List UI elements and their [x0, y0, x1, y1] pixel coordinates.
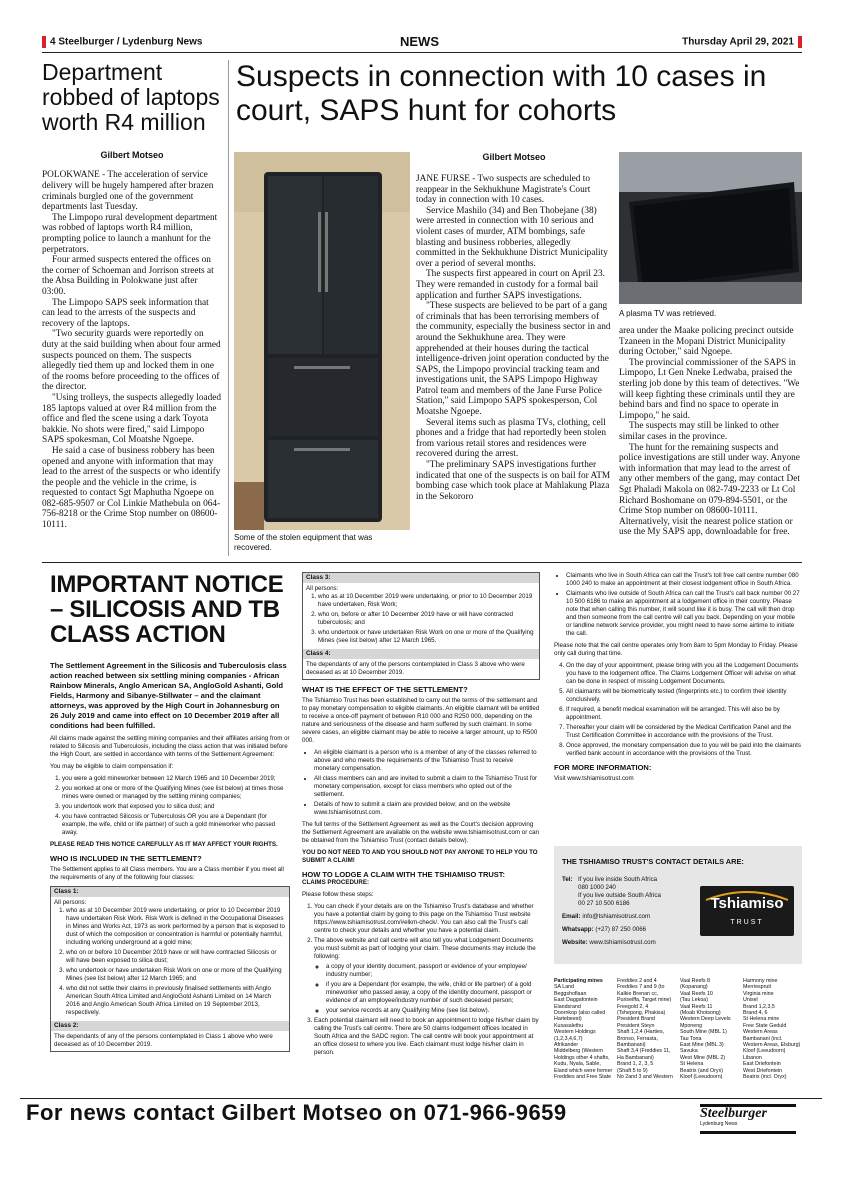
more-info-text: Visit www.tshiamisotrust.com [554, 775, 634, 782]
lodge-heading: HOW TO LODGE A CLAIM WITH THE TSHIAMISO TRUST: [302, 870, 506, 879]
photo-tv [619, 152, 802, 304]
tel-label: Tel: [562, 876, 573, 883]
logo-title: Steelburger [700, 1106, 767, 1121]
step-2 [314, 937, 540, 1015]
class3-intro: All persons: [306, 585, 339, 592]
list-item: ◦ your service records at any Qualifying Mine (see list below). [326, 1007, 540, 1015]
header-rule [42, 52, 802, 53]
paragraph: Service Mashilo (34) and Ben Thobejane (38) were arrested in connection with 10 serious and violent cases of murder, ATM bombings, safe blasting and business robberies, allegedly committed in the Sekhukhune District Municipality over a period of several months. [416, 205, 608, 269]
paragraph: The suspects may still be linked to other similar cases in the province. [619, 421, 780, 442]
whatsapp-value: (+27) 87 250 0066 [595, 926, 647, 933]
list-item: 2. who on or before 10 December 2019 have or will have contracted Silicosis or will have been exposed to silica dust; [66, 949, 286, 965]
paragraph: "These suspects are believed to be part of a gang of criminals that has been terrorising members of the community, especially the business sector in and around the Sekhukhune area. They were apprehended at their houses during the tactical intelligence-driven joint operation conducted by the SAPS, the Limpopo provincial tracking team and investigations unit, the SAPS Limpopo Highway Patrol team and members of the Jane Furse Police Station," said Limpopo SAPS spokesperson, Col Moatshe Ngoepe. [416, 301, 611, 418]
class2-text: The dependants of any of the persons contemplated in Class 1 above who were deceased as of 10 December 2019. [54, 1033, 273, 1048]
step-2-text: The above website and call centre will also tell you what Lodgement Documents you must submit as part of lodging your claim. These documents may include the following: [314, 937, 536, 960]
step-1: 1. You can check if your details are on the Tshiamiso Trust's database and whether you have a potential claim by going to this page on the Tshiamiso Trust website https://www.tshiamisotrust.com/#elkm-check/. You can also call the Trust's call centre to check your details and whether you have a potential claim. [314, 903, 540, 935]
notice-intro: All claims made against the settling mining companies and their affiliates arising from or related to Silicosis and Tuberculosis, including the class action that was initiated before the High Court, are settled in accordance with terms of the Settlement Agreement: [50, 735, 290, 758]
effect-text: The Tshiamiso Trust has been established to carry out the terms of the settlement and to pay monetary compensation to eligible claimants. An eligible claimant will be entitled to receive a once-off payment of between R10 000 and R250 000, depending on the nature and seriousness of the disease and harm suffered by such claimant. In some severe cases, an eligible claimant may be able to receive a larger amount, up to R500 000. [302, 697, 540, 744]
tel-sa-number: 080 1000 240 [578, 884, 616, 891]
hours-text: Please note that the call centre operates only from 8am to 5pm Monday to Friday. Please only call during that time. [554, 642, 798, 657]
paragraph: area under the Maake policing precinct outside Tzaneen in the Mopani District Municipality during October," said Ngoepe. [619, 326, 794, 358]
page-header [42, 34, 802, 50]
list-item: 3. who undertook or have undertaken Risk Work on one or more of the Qualifying Mines (see list below) after 12 March 1965. [318, 629, 536, 645]
photo-fridge [234, 152, 410, 530]
email-value[interactable]: info@tshiamisotrust.com [582, 913, 651, 920]
byline-laptops: Gilbert Motseo [100, 150, 164, 161]
mines-column: Harmony mine Merriespruit Virginia mine Unisel Brand 1,2,3,5 Brand 4, 6 St Helena mine Free State Geduld Western Areas Bambanani (incl. Western Areas, Elsburg) Kloof (Leeudoorn) Libanon East Driefontein West Driefontein Beatrix (incl. Oryx) [743, 978, 801, 1080]
class3-box [302, 572, 540, 680]
step-2-bullets [314, 963, 540, 1015]
paragraph: "Using trolleys, the suspects allegedly loaded 185 laptops valued at over R4 million from the office and fled the scene using a dark Toyota bakkie. No shots were fired," said Limpopo SAPS spokesman, Col Moatshe Ngoepe. [42, 392, 222, 446]
list-item: 4. you have contracted Silicosis or Tuberculosis OR you are a Dependant (for example, the wife, child or life partner) of such a gold mineworker who passed away. [62, 813, 290, 837]
paragraph: The Limpopo rural development department was robbed of laptops worth R4 million, prompting police to launch a manhunt for the perpetrators. [42, 212, 218, 255]
story-suspects-col1 [416, 152, 612, 502]
accent-bar-right [798, 36, 802, 48]
column-divider [228, 60, 229, 556]
list-item: 7. Thereafter your claim will be considered by the Medical Certification Panel and the Trust Certification Committee in accordance with the provisions of the Trust. [566, 724, 802, 740]
list-item: 4. who did not settle their claims in previously finalised settlements with Anglo American South Africa Limited and AngloGold Ashanti Limited on 14 March 2016 and Anglo American South Africa Limited on 19 September 2013, respectively. [66, 985, 286, 1017]
read-carefully: PLEASE READ THIS NOTICE CAREFULLY AS IT MAY AFFECT YOUR RIGHTS. [50, 841, 278, 848]
list-item: 4. On the day of your appointment, please bring with you all the Lodgement Documents you have to the lodgement office. The Claims Lodgement Officer will advise on what can be done in respect of missing Lodgement Documents. [566, 662, 802, 686]
class3-heading: Class 3: [303, 573, 539, 583]
mines-list [554, 978, 802, 1080]
list-item: • All class members can and are invited to submit a claim to the Tshiamiso Trust for monetary compensation, except for class members who opted out of the settlement. [314, 775, 540, 799]
list-item: • Claimants who live in South Africa can call the Trust's toll free call centre number 080 1000 240 to make an appointment at their closest lodgement office in South Africa. [566, 572, 802, 588]
notice-col2 [302, 572, 540, 1059]
list-item: 2. you worked at one or more of the Qualifying Mines (see list below) at times those mines were owned or managed by the settling mining companies; [62, 785, 290, 801]
story-suspects [236, 60, 806, 128]
mines-column: Freddies 2 and 4 Freddies 7 and 9 (to Kalkie Brenan cc, Puriseiffa, Target mine) Freegold 2, 4 (Tshepong, Phakisa) President Brand President Steyn Shaft 1,2,4 (Harties, Bronso, Ferrasta, Bambanani) Shaft 3,4 (Freddies 11, Ha Bambanani) Brand 1, 2, 3, 5 (Shaft 5 to 9) No 2and 3 and Western [617, 978, 673, 1080]
website-label: Website: [562, 939, 588, 946]
byline-suspects: Gilbert Motseo [482, 152, 546, 162]
notice-col1 [50, 572, 290, 1052]
class4-text: The dependants of any of the persons contemplated in Class 3 above who were deceased as at 10 December 2019. [306, 661, 525, 676]
header-right [682, 36, 802, 48]
list-item: 1. you were a gold mineworker between 12 March 1965 and 10 December 2019; [62, 775, 290, 783]
logo-sub: TRUST [730, 919, 764, 926]
list-item: 2. who on, before or after 10 December 2019 have or will have contracted tuberculosis; and [318, 611, 536, 627]
tel-out-number: 00 27 10 500 6186 [578, 900, 630, 907]
headline-suspects: Suspects in connection with 10 cases in court, SAPS hunt for cohorts [236, 60, 767, 127]
tel-sa-label: If you live inside South Africa [578, 876, 658, 883]
page-footer [0, 1094, 842, 1138]
steps-4-8 [554, 662, 802, 758]
list-item: ◦ a copy of your identity document, passport or evidence of your employee/ industry number; [326, 963, 540, 979]
contact-box [554, 846, 802, 964]
list-item: ◦ if you are a Dependant (for example, the wife, child or life partner) of a gold mineworker who passed away, a copy of the identity document, passport or evidence of an employee/industry number of such deceased person; [326, 981, 540, 1005]
accent-bar [42, 36, 46, 48]
paragraph: Four armed suspects entered the offices on the corner of Schoeman and Jorrison streets at the Absa Building in Polokwane just after 03:00. [42, 255, 214, 298]
paragraph: The provincial commissioner of the SAPS in Limpopo, Lt Gen Nneke Ledwaba, praised the sterling job done by this team of detectives. "We will keep fighting these criminals until they are behind bars and find no space to operate in Limpopo," he said. [619, 357, 800, 421]
paragraph: The Limpopo SAPS seek information that can lead to the arrests of the suspects and recovery of the laptops. [42, 297, 209, 329]
list-item: 8. Once approved, the monetary compensation due to you will be paid into the claimants verified bank account in accordance with the provisions of the Trust. [566, 742, 802, 758]
list-item: • Details of how to submit a claim are provided below; and on the website www.tshiamisotrust.com. [314, 801, 540, 817]
whatsapp-row [562, 926, 702, 934]
no-need-warning: YOU DO NOT NEED TO AND YOU SHOULD NOT PAY ANYONE TO HELP YOU TO SUBMIT A CLAIM! [302, 849, 538, 864]
section-title: NEWS [400, 34, 439, 49]
list-item: 3. who undertook or have undertaken Risk Work on one or more of the Qualifying Mines (see list below) after 12 March 1965; and [66, 967, 286, 983]
caption-tv: A plasma TV was retrieved. [619, 309, 717, 318]
call-bullets [554, 572, 802, 638]
paragraph: "The preliminary SAPS investigations further indicated that one of the suspects is on bail for ATM bombing case which took place at Mahlakung Plaza in the Sekororo [416, 460, 611, 502]
claims-procedure: CLAIMS PROCEDURE: [302, 879, 370, 886]
section-label: 4 Steelburger / Lydenburg News [50, 36, 203, 48]
eligibility-list [50, 775, 290, 837]
header-left [42, 36, 202, 48]
list-item: 3. you undertook work that exposed you to silica dust; and [62, 803, 290, 811]
class3-list [306, 593, 536, 645]
logo-name: Tshiamiso [710, 895, 784, 912]
steelburger-logo [700, 1104, 796, 1134]
follow-steps: Please follow these steps: [302, 891, 374, 898]
paragraph: He said a case of business robbery has been opened and anyone with information that may lead to the arrest of the suspects or who identify the people and the vehicle in the crime, is requested to contact Sgt Maphutha Ngoepe on 082-685-9507 or Col Linkie Mathebula on 064-756-8218 or the Crime Stop number on 08600-10111. [42, 445, 221, 531]
email-label: Email: [562, 913, 581, 920]
class2-heading: Class 2: [51, 1021, 289, 1031]
effect-heading: WHAT IS THE EFFECT OF THE SETTLEMENT? [302, 685, 468, 694]
step-3: 3. Each potential claimant will need to book an appointment to lodge his/her claim by calling the Trust's call centre. There are 50 claims lodgement offices located in South Africa and the SADC region. The call centre will book your appointment at an office closest to where you live. Each claimant must lodge his/her claim in person. [314, 1017, 540, 1057]
paragraph: The suspects first appeared in court on April 23. They were remanded in custody for a formal bail application and further SAPS investigations. [416, 269, 605, 301]
caption-fridge: Some of the stolen equipment that was recovered. [234, 533, 373, 552]
article-body-suspects-col1 [416, 174, 612, 502]
who-text: The Settlement applies to all Class members. You are a Class member if you meet all the requirements of any of the following four classes: [50, 866, 284, 881]
paragraph: POLOKWANE - The acceleration of service delivery will be hugely hampered after brazen criminals burgled one of the government departments last Tuesday. [42, 170, 214, 213]
footer-contact: For news contact Gilbert Motseo on 071-966-9659 [26, 1100, 567, 1125]
story-laptops [42, 60, 222, 531]
list-item: • An eligible claimant is a person who is a member of any of the classes referred to above and who meets the requirements of the Tshiamiso Trust to receive monetary compensation. [314, 749, 540, 773]
paragraph: JANE FURSE - Two suspects are scheduled to reappear in the Sekhukhune Magistrate's Court today in connection with 10 cases. [416, 174, 591, 206]
tel-values [578, 876, 661, 908]
class1-heading: Class 1: [51, 887, 289, 897]
class1-box [50, 886, 290, 1052]
paragraph: Several items such as plasma TVs, clothing, cell phones and a fridge that had reportedly been stolen from various retail stores and residences were recovered during the arrest. [416, 417, 607, 460]
tv-image [619, 152, 802, 304]
issue-date: Thursday April 29, 2021 [682, 36, 794, 48]
email-row [562, 913, 702, 921]
logo-subtitle: Lydenburg News [700, 1121, 738, 1127]
website-row [562, 939, 702, 947]
contact-details [562, 876, 702, 947]
tshiamiso-logo [700, 886, 794, 936]
mines-heading: Participating mines [554, 978, 603, 984]
tel-out-label: If you live outside South Africa [578, 892, 661, 899]
notice-col3 [554, 572, 802, 787]
notice-title: IMPORTANT NOTICE – SILICOSIS AND TB CLASS ACTION [50, 571, 284, 648]
notice-rule [42, 562, 802, 563]
headline-laptops: Department robbed of laptops worth R4 million [42, 59, 220, 135]
class4-heading: Class 4: [303, 649, 539, 659]
paragraph: "Two security guards were reportedly on duty at the said building when about four armed suspects pounced on them. The suspects allegedly tied them up and locked them in one of the rooms before proceeding to the offices of the director. [42, 329, 221, 393]
contact-heading: THE TSHIAMISO TRUST'S CONTACT DETAILS ARE: [562, 857, 744, 866]
notice-eligible-intro: You may be eligible to claim compensation if: [50, 763, 174, 770]
class1-intro: All persons: [54, 899, 87, 906]
article-body-suspects-col2 [619, 326, 802, 538]
list-item: • Claimants who live outside of South Africa can call the Trust's call back number 00 27 10 500 6186 to make an appointment at a lodgement office in their country. Please note that when calling this number, it will sound like it is busy. The call will then drop and then someone from the call centre will call you back. Depending on your mobile or landline network service provider, you might need to have some airtime to initiate the call. [566, 590, 802, 638]
notice-lead: The Settlement Agreement in the Silicosis and Tuberculosis class action reached between six settling mining companies - African Rainbow Minerals, Anglo American SA, AngloGold Ashanti, Gold Fields, Harmony and Sibanye-Stillwater – and the claimant attorneys, was approved by the High Court in Johannesburg on 26 July 2019 and came into effect on 10 December 2019 after all conditions had been fulfilled. [50, 661, 287, 730]
article-body-laptops [42, 170, 222, 530]
effect-bullets [302, 749, 540, 817]
fridge-image [234, 152, 410, 530]
class1-list [54, 907, 286, 1017]
steps-list [302, 903, 540, 1057]
more-info-heading: FOR MORE INFORMATION: [554, 763, 652, 772]
whatsapp-label: Whatsapp: [562, 926, 594, 933]
full-terms: The full terms of the Settlement Agreement as well as the Court's decision approving the Settlement Agreement are available on the website www.tshiamisotrust.com or can be obtained from the Tshiamiso Trust (contact details below). [302, 821, 539, 844]
website-value[interactable]: www.tshiamisotrust.com [589, 939, 656, 946]
paragraph: The hunt for the remaining suspects and police investigations are still under way. Anyone with information that may lead to the arrest of any other members of the gang, may contact Det Sgt Phaladi Makola on 082-749-2233 or Lt Col Richard Boshomane on 079-894-5501, or the Crime Stop number on 08600-10111. Alternatively, visit the nearest police station or use the My SAPS app, downloadable for free. [619, 442, 800, 538]
list-item: 1. who as at 10 December 2019 were undertaking, or prior to 10 December 2019 have undertaken, Risk Work; [318, 593, 536, 609]
who-heading: WHO IS INCLUDED IN THE SETTLEMENT? [50, 854, 202, 863]
list-item: 5. All claimants will be biometrically tested (fingerprints etc.) to confirm their identity conclusively. [566, 688, 802, 704]
mines-columns [554, 978, 802, 1080]
list-item: 1. who as at 10 December 2019 were undertaking, or prior to 10 December 2019 have undertaken Risk Work. Risk Work is defined in the Occupational Diseases in Mines and Works Act, 1973 as work performed by a person that is exposed to dust of which the composition or concentration is harmful or potentially harmful, including working underground at a gold mine; [66, 907, 286, 947]
tel-row [562, 876, 702, 908]
list-item: 6. If required, a benefit medical examination will be arranged. This will also be by appointment. [566, 706, 802, 722]
mines-column: SA Land Beggshoflaan East Daggafontein Elandsrand Doornkop (also called Hartebeest) Kusasalethu Western Holdings (1,2,3,4,6,7) Afrikander Middelberg (Western Holdings other 4 shafts, Kudu, Nyala, Sable, Eland which were former Freddies and Free State [554, 984, 613, 1080]
mines-column: Vaal Reefs 8 (Kopanang) Vaal Reefs 10 (Tau Lekoa) Vaal Reefs 11 (Moab Khotsong) Western Deep Levels Mponeng South Mine (MBL 1) Tau Tona East Mine (MBL 3) Savuka West Mine (MBL 2) St Helena Beatrix (and Oryx) Kloof (Leeudoorn) [680, 978, 731, 1080]
